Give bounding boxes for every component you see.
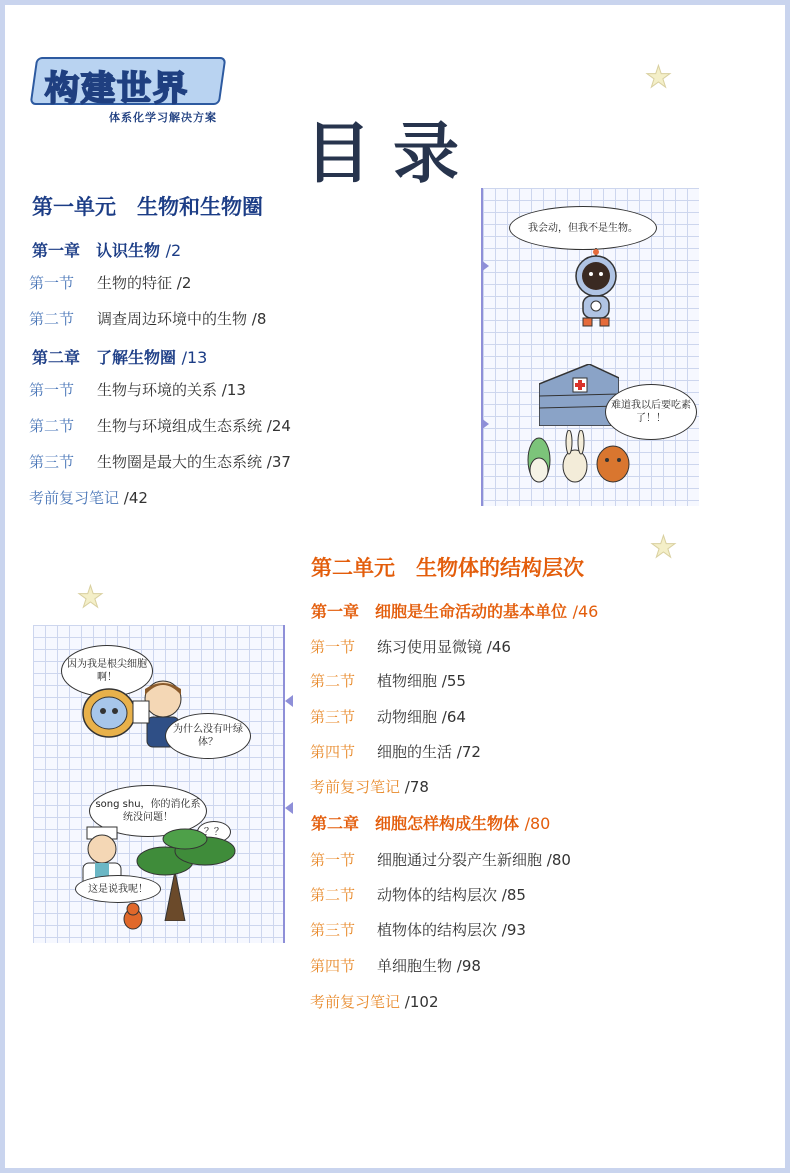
section-number: 第三节 — [29, 453, 75, 471]
section-page: /8 — [251, 310, 267, 328]
section-number: 第二节 — [310, 886, 356, 904]
section-page: /80 — [546, 851, 571, 869]
section-name: 单细胞生物 — [377, 957, 453, 975]
toc-entry[interactable] — [310, 919, 526, 940]
section-name: 细胞通过分裂产生新细胞 — [377, 851, 543, 869]
brand-logo — [33, 57, 227, 127]
section-number: 第一节 — [310, 638, 356, 656]
section-name: 练习使用显微镜 — [377, 638, 483, 656]
section-name: 细胞的生活 — [377, 743, 453, 761]
speech-bubble: ？？ — [197, 821, 231, 843]
speech-bubble: 因为我是根尖细胞啊！ — [61, 645, 153, 697]
review-label: 考前复习笔记 — [310, 993, 401, 1011]
toc-entry[interactable] — [29, 379, 246, 400]
toc-entry[interactable] — [310, 849, 571, 870]
unit-2-chapter-1[interactable] — [311, 599, 598, 622]
unit-2-chapter-2[interactable] — [311, 811, 550, 834]
unit-1-chapter-1[interactable] — [32, 238, 181, 261]
section-page: /98 — [456, 957, 481, 975]
panel-marker — [481, 418, 489, 430]
chapter-page: /46 — [572, 602, 599, 621]
review-notes-link[interactable] — [310, 776, 429, 797]
robot-illustration — [561, 248, 631, 328]
page — [5, 5, 785, 1168]
section-page: /2 — [176, 274, 192, 292]
section-number: 第四节 — [310, 743, 356, 761]
unit-1-title: 第一单元 生物和生物圈 — [32, 195, 263, 219]
section-number: 第四节 — [310, 957, 356, 975]
section-page: /37 — [266, 453, 291, 471]
chapter-page: /80 — [524, 814, 551, 833]
panel-marker — [285, 695, 293, 707]
section-name: 生物与环境的关系 — [97, 381, 218, 399]
review-page: /102 — [404, 993, 439, 1011]
section-name: 生物与环境组成生态系统 — [97, 417, 263, 435]
speech-bubble: 这是说我呢！ — [75, 875, 161, 903]
star-icon: ★ — [645, 60, 672, 95]
section-name: 动物细胞 — [377, 708, 438, 726]
section-page: /13 — [221, 381, 246, 399]
review-label: 考前复习笔记 — [29, 489, 120, 507]
toc-entry[interactable] — [310, 955, 481, 976]
toc-entry[interactable] — [310, 706, 466, 727]
review-notes-link[interactable] — [29, 487, 148, 508]
unit-1-chapter-2[interactable] — [32, 345, 207, 368]
section-name: 生物的特征 — [97, 274, 173, 292]
chapter-page: /13 — [181, 348, 208, 367]
toc-entry[interactable] — [310, 670, 466, 691]
section-number: 第二节 — [29, 417, 75, 435]
speech-bubble: 难道我以后要吃素了！！ — [605, 384, 697, 440]
squirrel-icon — [119, 901, 149, 931]
section-page: /64 — [441, 708, 466, 726]
speech-bubble: 我会动，但我不是生物。 — [509, 206, 657, 250]
section-number: 第一节 — [29, 274, 75, 292]
toc-entry[interactable] — [310, 884, 526, 905]
page-title: 目录 — [305, 115, 481, 192]
section-number: 第三节 — [310, 708, 356, 726]
section-name: 生物圈是最大的生态系统 — [97, 453, 263, 471]
star-icon: ★ — [77, 580, 104, 615]
logo-subtitle: 体系化学习解决方案 — [109, 111, 217, 124]
section-number: 第一节 — [310, 851, 356, 869]
review-page: /42 — [123, 489, 148, 507]
speech-bubble: 为什么没有叶绿体？ — [165, 713, 251, 759]
panel-marker — [481, 260, 489, 272]
section-page: /72 — [456, 743, 481, 761]
star-icon: ★ — [650, 530, 677, 565]
chapter-label: 第一章 认识生物 — [32, 241, 161, 260]
chapter-label: 第二章 了解生物圈 — [32, 348, 177, 367]
illustration-panel-cells — [33, 625, 285, 943]
section-page: /46 — [486, 638, 511, 656]
panel-marker — [285, 802, 293, 814]
review-notes-link[interactable] — [310, 991, 438, 1012]
toc-entry[interactable] — [29, 272, 191, 293]
speech-bubble: song shu，你的消化系统没问题！ — [89, 785, 207, 837]
unit-2-title: 第二单元 生物体的结构层次 — [311, 556, 584, 580]
toc-entry[interactable] — [310, 741, 481, 762]
section-name: 植物细胞 — [377, 672, 438, 690]
toc-entry[interactable] — [29, 308, 266, 329]
section-page: /85 — [501, 886, 526, 904]
toc-entry[interactable] — [29, 415, 291, 436]
review-label: 考前复习笔记 — [310, 778, 401, 796]
section-name: 调查周边环境中的生物 — [97, 310, 248, 328]
section-number: 第二节 — [310, 672, 356, 690]
chapter-label: 第二章 细胞怎样构成生物体 — [311, 814, 520, 833]
section-page: /93 — [501, 921, 526, 939]
toc-entry[interactable] — [29, 451, 291, 472]
section-number: 第一节 — [29, 381, 75, 399]
chapter-page: /2 — [165, 241, 182, 260]
section-number: 第三节 — [310, 921, 356, 939]
section-name: 植物体的结构层次 — [377, 921, 498, 939]
section-name: 动物体的结构层次 — [377, 886, 498, 904]
section-page: /24 — [266, 417, 291, 435]
logo-text: 构建世界 — [45, 69, 189, 109]
section-page: /55 — [441, 672, 466, 690]
illustration-panel-robot — [481, 188, 699, 506]
animals-illustration — [525, 430, 635, 486]
chapter-label: 第一章 细胞是生命活动的基本单位 — [311, 602, 568, 621]
toc-entry[interactable] — [310, 636, 511, 657]
review-page: /78 — [404, 778, 429, 796]
section-number: 第二节 — [29, 310, 75, 328]
